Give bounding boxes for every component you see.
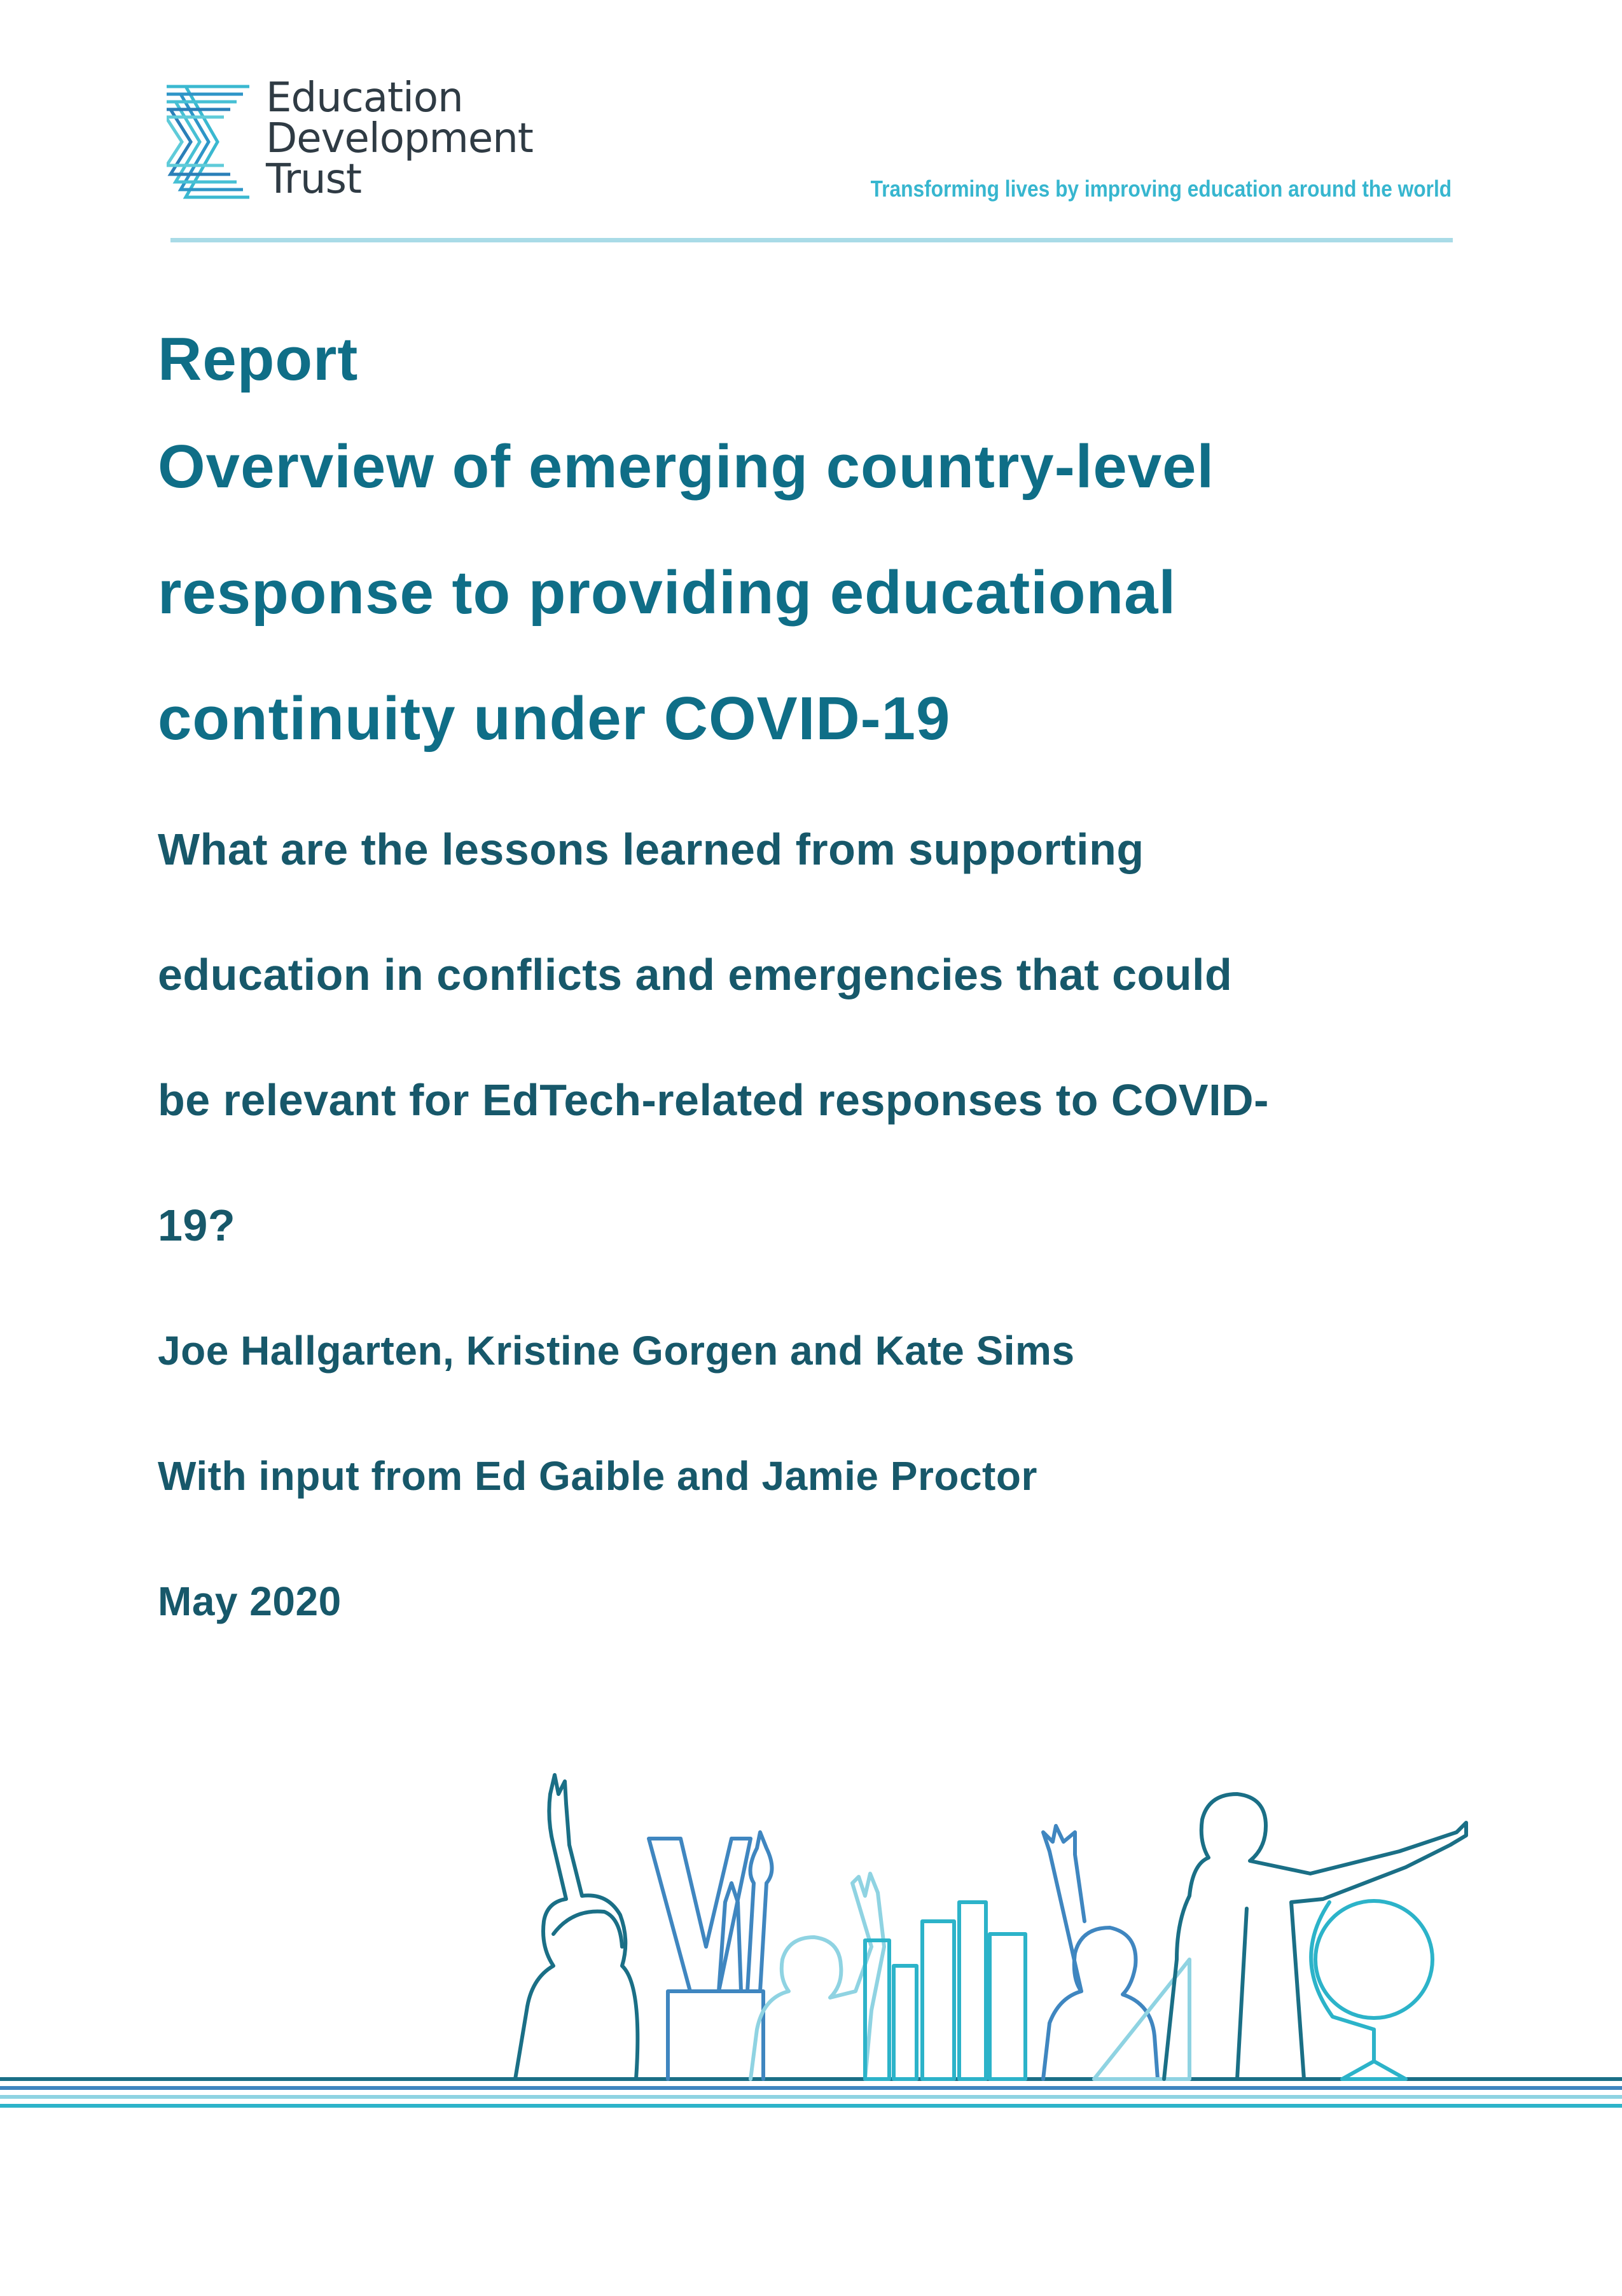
report-subtitle <box>158 787 1468 1288</box>
child-hair <box>553 1911 622 1947</box>
header-divider <box>170 238 1453 242</box>
title-line: response to providing educational <box>158 559 1177 627</box>
organization-name <box>266 74 533 203</box>
subtitle-line: be relevant for EdTech-related responses to COVID- <box>158 1075 1269 1125</box>
subtitle-line: 19? <box>158 1200 236 1250</box>
org-name-line-3: Trust <box>266 156 361 203</box>
title-line: Overview of emerging country-level <box>158 433 1215 501</box>
contributors: With input from Ed Gaible and Jamie Proctor <box>158 1453 1037 1499</box>
book <box>959 1902 986 2079</box>
child-right-figure <box>1043 1928 1158 2079</box>
book <box>922 1921 954 2079</box>
pencil-cup <box>668 1991 763 2079</box>
tagline: Transforming lives by improving education around the world <box>870 176 1452 202</box>
paintbrush <box>747 1832 772 1991</box>
report-title <box>158 404 1468 782</box>
org-name-line-1: Education <box>266 74 463 122</box>
letter-block <box>649 1839 751 1991</box>
title-line: continuity under COVID-19 <box>158 685 951 753</box>
publication-date: May 2020 <box>158 1578 342 1624</box>
authors: Joe Hallgarten, Kristine Gorgen and Kate Sims <box>158 1328 1075 1374</box>
teacher-body-detail <box>1237 1909 1247 2079</box>
book <box>990 1934 1025 2079</box>
child-right-arm <box>1043 1826 1085 1991</box>
org-name-line-2: Development <box>266 115 533 162</box>
globe <box>1315 1901 1432 2018</box>
title-block <box>158 318 1468 1664</box>
classroom-line-art-illustration-icon <box>0 1718 1622 2125</box>
sigma-stripes-logo-icon <box>167 81 281 202</box>
book <box>894 1966 917 2079</box>
subtitle-line: What are the lessons learned from supporting <box>158 824 1144 874</box>
subtitle-line: education in conflicts and emergencies that could <box>158 950 1233 999</box>
report-label: Report <box>158 325 359 393</box>
